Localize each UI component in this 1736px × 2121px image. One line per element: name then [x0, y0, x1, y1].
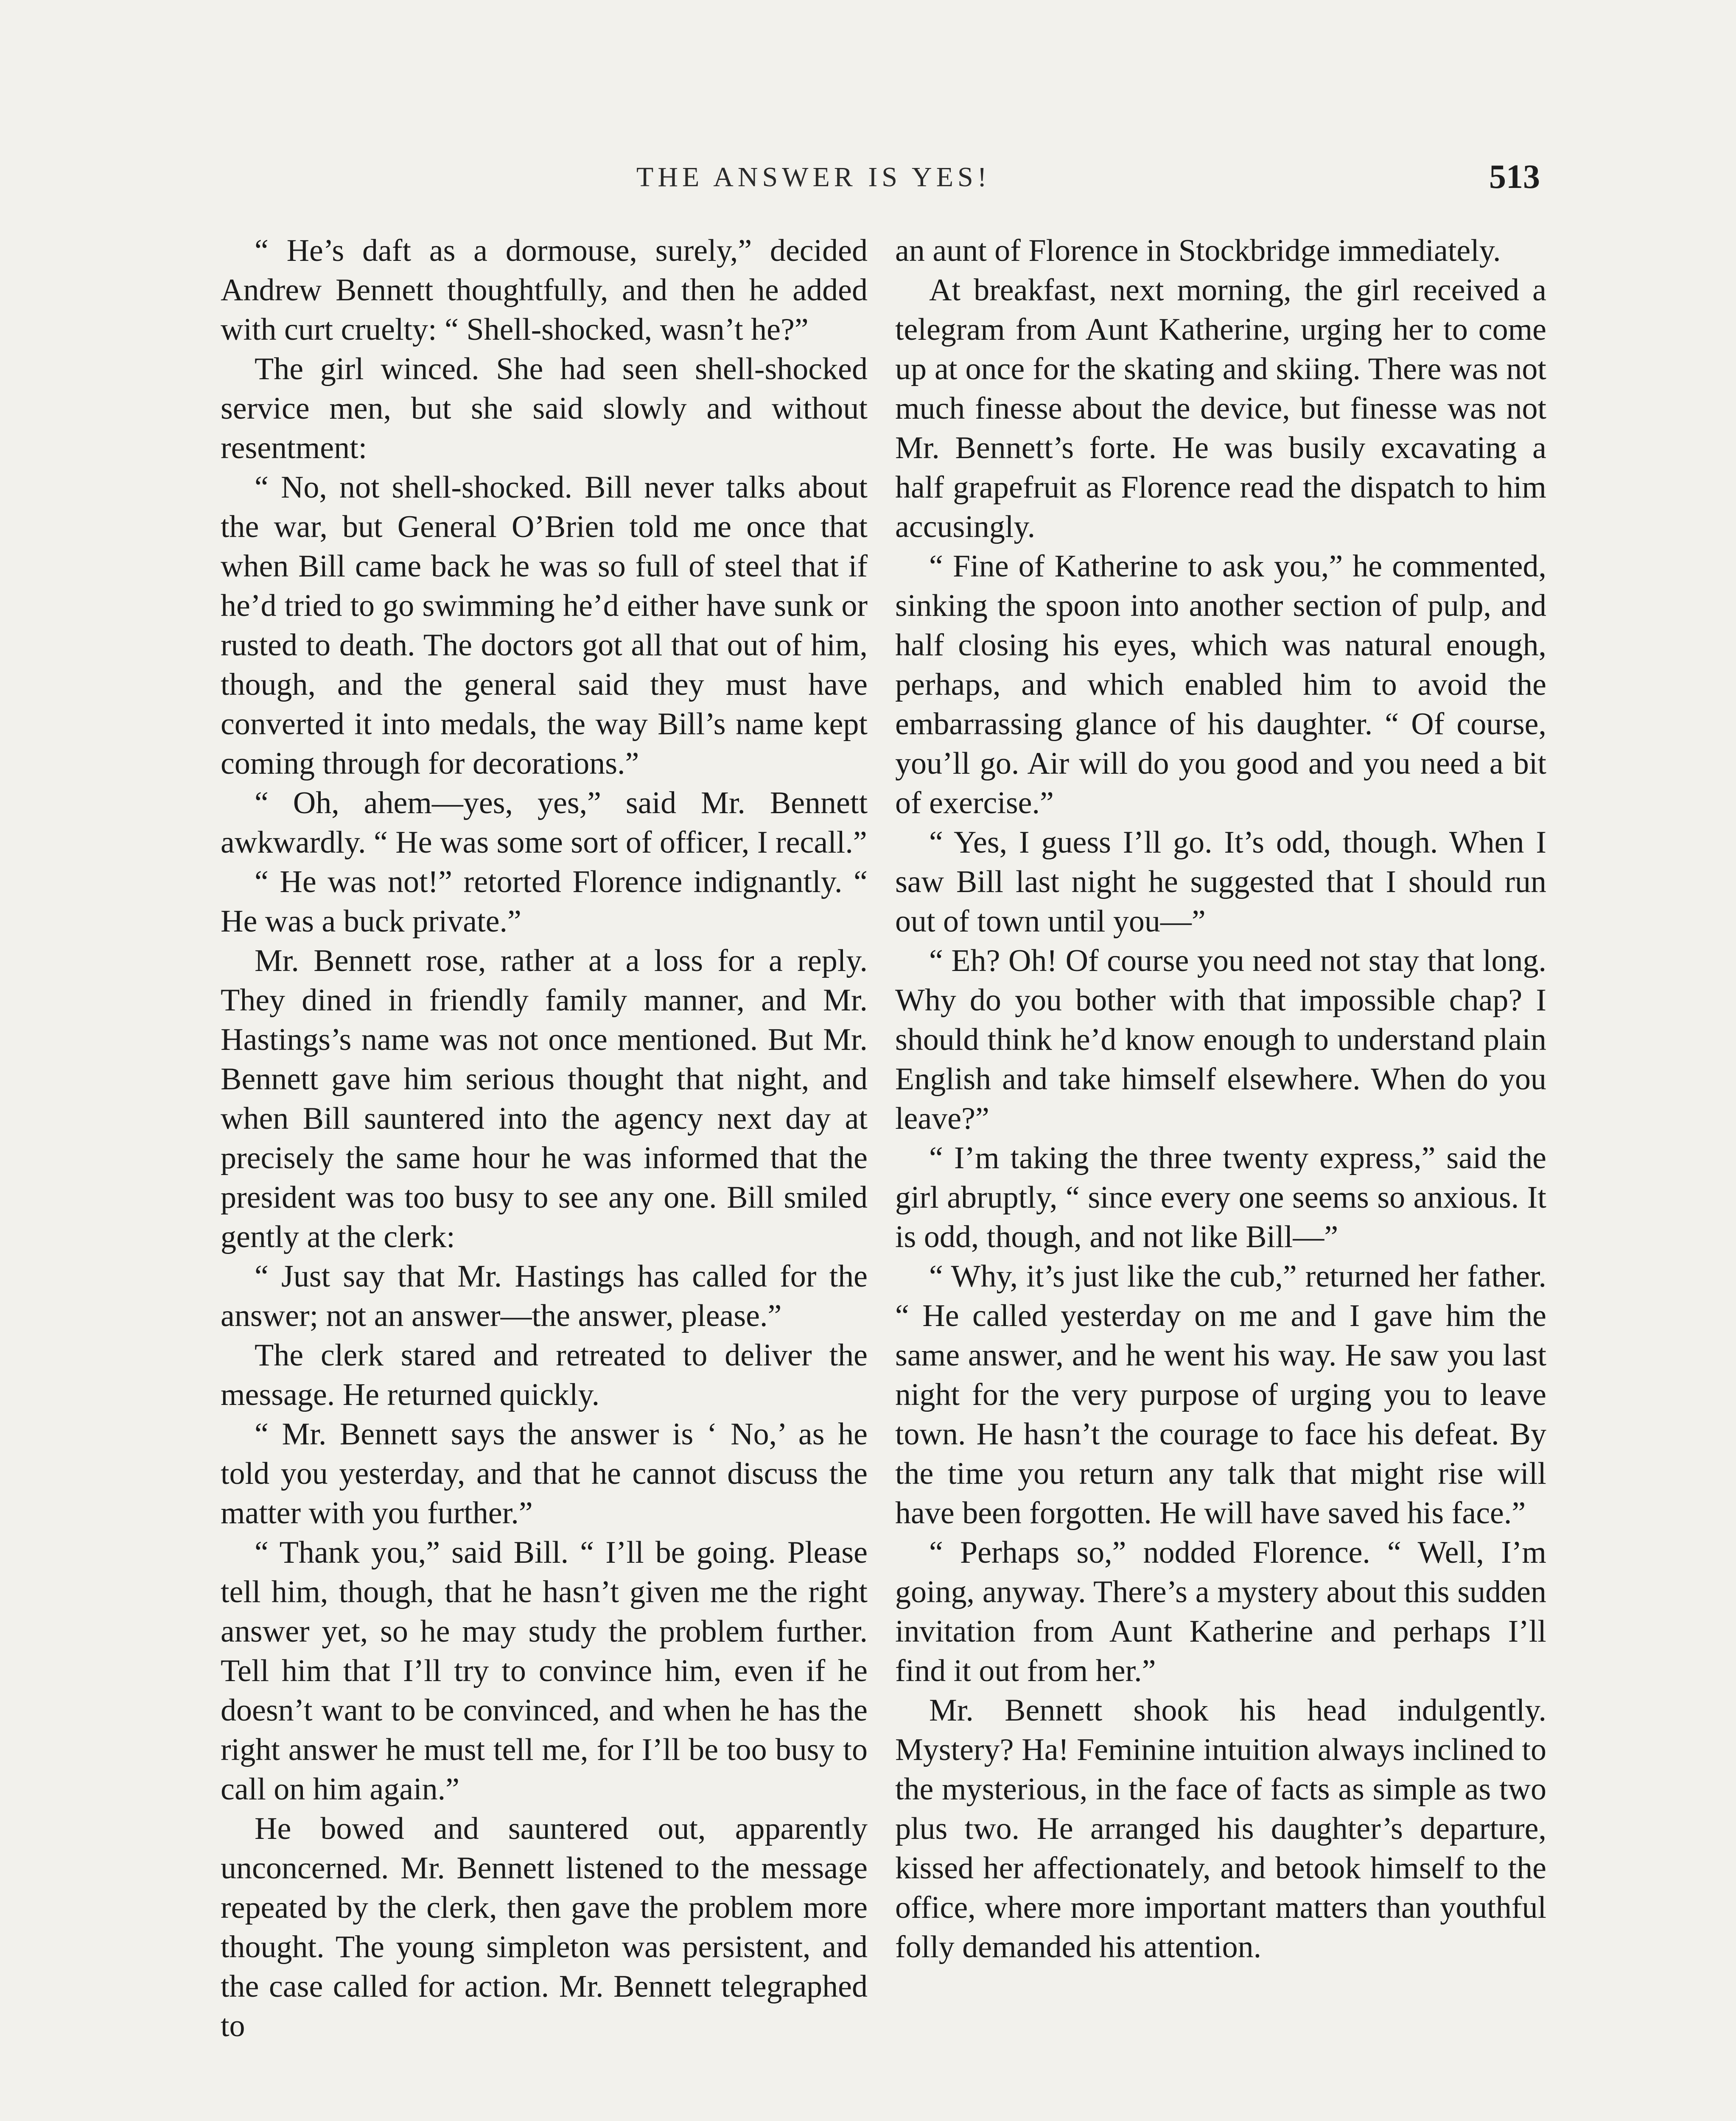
paragraph: “ Fine of Katherine to ask you,” he commented, sinking the spoon into another section of pulp, and half closing his eyes, which was natural enough, perhaps, and which enabled him to avoid the embarrassing glance of his daughter. “ Of course, you’ll go. Air will do you good and you need a bit of exercise.”	[895, 549, 1546, 820]
paragraph: “ He was not!” retorted Florence indignantly. “ He was a buck private.”	[221, 865, 868, 939]
paragraph: Mr. Bennett rose, rather at a loss for a reply. They dined in friendly family manner, and Mr. Hastings’s name was not once mentioned. But Mr. Bennett gave him serious thought that night, and when Bill sauntered into the agency next day at precisely the same hour he was informed that the president was too busy to see any one. Bill smiled gently at the clerk:	[221, 943, 868, 1254]
paragraph: “ Thank you,” said Bill. “ I’ll be going. Please tell him, though, that he hasn’t given me the right answer yet, so he may study the problem further. Tell him that I’ll try to convince him, even if he doesn’t want to be convinced, and when he has the right answer he must tell me, for I’ll be too busy to call on him again.”	[221, 1535, 868, 1807]
paragraph: Mr. Bennett shook his head indulgently. Mystery? Ha! Feminine intuition always inclined to the mysterious, in the face of facts as simple as two plus two. He arranged his daughter’s departure, kissed her affectionately, and betook himself to the office, where more important matters than youthful folly demanded his attention.	[895, 1693, 1546, 1964]
paragraph: “ Mr. Bennett says the answer is ‘ No,’ as he told you yesterday, and that he cannot discuss the matter with you further.”	[221, 1417, 868, 1531]
paragraph: “ Why, it’s just like the cub,” returned her father. “ He called yesterday on me and I gave him the same answer, and he went his way. He saw you last night for the very purpose of urging you to leave town. He hasn’t the courage to face his defeat. By the time you return any talk that might rise will have been forgotten. He will have saved his face.”	[895, 1259, 1546, 1531]
paragraph: “ Eh? Oh! Of course you need not stay that long. Why do you bother with that impossible chap? I should think he’d know enough to understand plain English and take himself elsewhere. When do you leave?”	[895, 943, 1546, 1136]
running-title: THE ANSWER IS YES!	[636, 162, 991, 193]
paragraph: “ Oh, ahem—yes, yes,” said Mr. Bennett awkwardly. “ He was some sort of officer, I recall.”	[221, 786, 868, 860]
paragraph: “ Perhaps so,” nodded Florence. “ Well, I’m going, anyway. There’s a mystery about this sudden invitation from Aunt Katherine and perhaps I’ll find it out from her.”	[895, 1535, 1546, 1688]
paragraph: “ Just say that Mr. Hastings has called for the answer; not an answer—the answer, please.”	[221, 1259, 868, 1333]
paragraph: The girl winced. She had seen shell-shocked service men, but she said slowly and without resentment:	[221, 352, 868, 465]
paragraph: “ I’m taking the three twenty express,” said the girl abruptly, “ since every one seems so anxious. It is odd, though, and not like Bill—”	[895, 1141, 1546, 1254]
paragraph-continuation: an aunt of Florence in Stockbridge immediately.	[895, 233, 1501, 268]
paragraph: “ Yes, I guess I’ll go. It’s odd, though. When I saw Bill last night he suggested that I should run out of town until you—”	[895, 825, 1546, 939]
paragraph: The clerk stared and retreated to deliver the message. He returned quickly.	[221, 1338, 868, 1412]
paragraph: He bowed and sauntered out, apparently unconcerned. Mr. Bennett listened to the message repeated by the clerk, then gave the problem more thought. The young simpleton was persistent, and the case called for action. Mr. Bennett telegraphed to	[221, 1811, 868, 2043]
left-column	[221, 231, 868, 2046]
paragraph: “ No, not shell-shocked. Bill never talks about the war, but General O’Brien told me once that when Bill came back he was so full of steel that if he’d tried to go swimming he’d either have sunk or rusted to death. The doctors got all that out of him, though, and the general said they must have converted it into medals, the way Bill’s name kept coming through for decorations.”	[221, 470, 868, 781]
paragraph: “ He’s daft as a dormouse, surely,” decided Andrew Bennett thoughtfully, and then he added with curt cruelty: “ Shell-shocked, wasn’t he?”	[221, 233, 868, 347]
paragraph: At breakfast, next morning, the girl received a telegram from Aunt Katherine, urging her to come up at once for the skating and skiing. There was not much finesse about the device, but finesse was not Mr. Bennett’s forte. He was busily excavating a half grapefruit as Florence read the dispatch to him accusingly.	[895, 273, 1546, 544]
right-column	[895, 231, 1546, 1967]
page-number: 513	[1489, 158, 1540, 196]
